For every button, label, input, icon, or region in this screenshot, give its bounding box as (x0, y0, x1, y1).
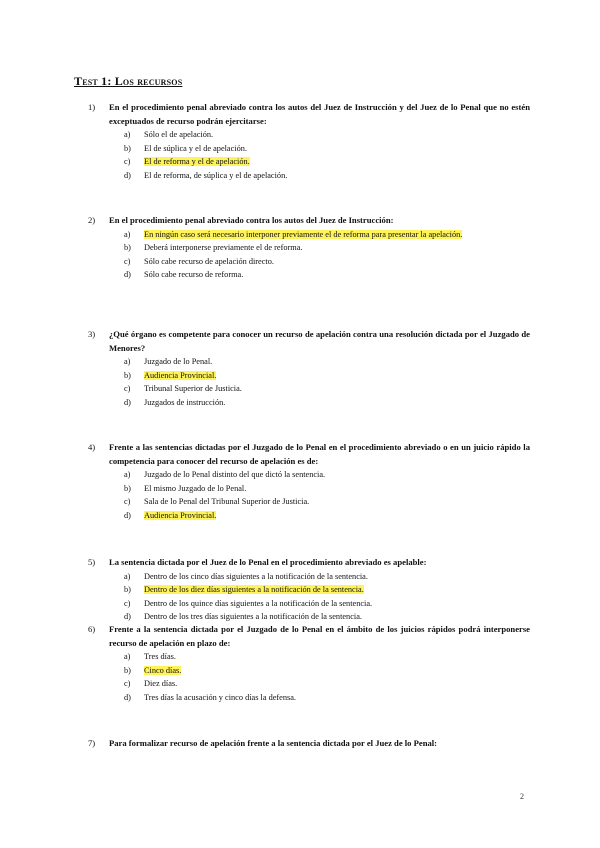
options-list (124, 355, 530, 409)
option-c: c) Diez días. (124, 679, 178, 689)
option-c: c) Dentro de los quince días siguientes a la notificación de la sentencia. (124, 598, 373, 608)
option-d-correct: d) Audiencia Provincial. (124, 510, 217, 520)
question-number: 3) (88, 329, 96, 339)
option-a: a) Tres días. (124, 652, 176, 661)
option-a: a) Juzgado de lo Penal. (124, 357, 213, 366)
question-number: 1) (88, 102, 96, 112)
option-b-correct: b) Dentro de los diez días siguientes a la notificación de la sentencia. (124, 585, 364, 595)
question-2 (88, 214, 530, 282)
options-list (124, 128, 530, 182)
question-5 (88, 556, 530, 624)
question-7 (88, 737, 530, 751)
option-c-correct: c) El de reforma y el de apelación. (124, 157, 250, 167)
options-list (124, 650, 530, 704)
option-b: b) El mismo Juzgado de lo Penal. (124, 483, 247, 493)
option-a-correct: a) En ningún caso será necesario interponer previamente el de reforma para presentar la apelación. (124, 229, 463, 239)
question-number: 6) (88, 624, 96, 634)
question-stem: En el procedimiento penal abreviado contra los autos del Juez de Instrucción: (109, 215, 394, 225)
options-list (124, 468, 530, 522)
option-d: d) Dentro de los tres días siguientes a la notificación de la sentencia. (124, 612, 362, 622)
option-b: b) Deberá interponerse previamente el de reforma. (124, 243, 303, 253)
question-number: 7) (88, 738, 96, 748)
question-stem: En el procedimiento penal abreviado contra los autos del Juez de Instrucción y del Juez de lo Penal que no estén exceptuados de recurso podrán ejercitarse: (109, 102, 530, 126)
option-a: a) Dentro de los cinco días siguientes a la notificación de la sentencia. (124, 571, 368, 581)
option-c: c) Sólo cabe recurso de apelación directo. (124, 256, 274, 266)
page-title: Test 1: Los recursos (74, 74, 183, 88)
question-6 (88, 623, 530, 704)
option-c: c) Tribunal Superior de Justicia. (124, 384, 242, 394)
page-number: 2 (520, 792, 524, 801)
question-stem: Frente a las sentencias dictadas por el Juzgado de lo Penal en el procedimiento abreviado o en un juicio rápido la competencia para conocer del recurso de apelación es de: (109, 442, 530, 466)
question-3 (88, 328, 530, 409)
question-stem: Para formalizar recurso de apelación frente a la sentencia dictada por el Juez de lo Penal: (109, 738, 438, 748)
option-b-correct: b) Cinco días. (124, 665, 182, 675)
question-stem: Frente a la sentencia dictada por el Juzgado de lo Penal en el ámbito de los juicios rápidos podrá interponerse recurso de apelación en plazo de: (109, 624, 530, 648)
question-number: 4) (88, 442, 96, 452)
option-b-correct: b) Audiencia Provincial. (124, 370, 217, 380)
option-d: d) El de reforma, de súplica y el de apelación. (124, 170, 288, 180)
options-list (124, 228, 530, 282)
question-number: 2) (88, 215, 96, 225)
question-number: 5) (88, 557, 96, 567)
question-stem: ¿Qué órgano es competente para conocer un recurso de apelación contra una resolución dictada por el Juzgado de Menores? (109, 329, 530, 353)
option-d: d) Sólo cabe recurso de reforma. (124, 270, 244, 280)
option-d: d) Tres días la acusación y cinco días la defensa. (124, 692, 296, 702)
question-4 (88, 441, 530, 522)
option-a: a) Sólo el de apelación. (124, 130, 214, 139)
question-1 (88, 101, 530, 182)
options-list (124, 570, 530, 624)
option-c: c) Sala de lo Penal del Tribunal Superior de Justicia. (124, 497, 310, 507)
option-d: d) Juzgados de instrucción. (124, 397, 226, 407)
option-b: b) El de súplica y el de apelación. (124, 143, 247, 153)
question-stem: La sentencia dictada por el Juez de lo Penal en el procedimiento abreviado es apelable: (109, 557, 427, 567)
option-a: a) Juzgado de lo Penal distinto del que dictó la sentencia. (124, 470, 326, 479)
